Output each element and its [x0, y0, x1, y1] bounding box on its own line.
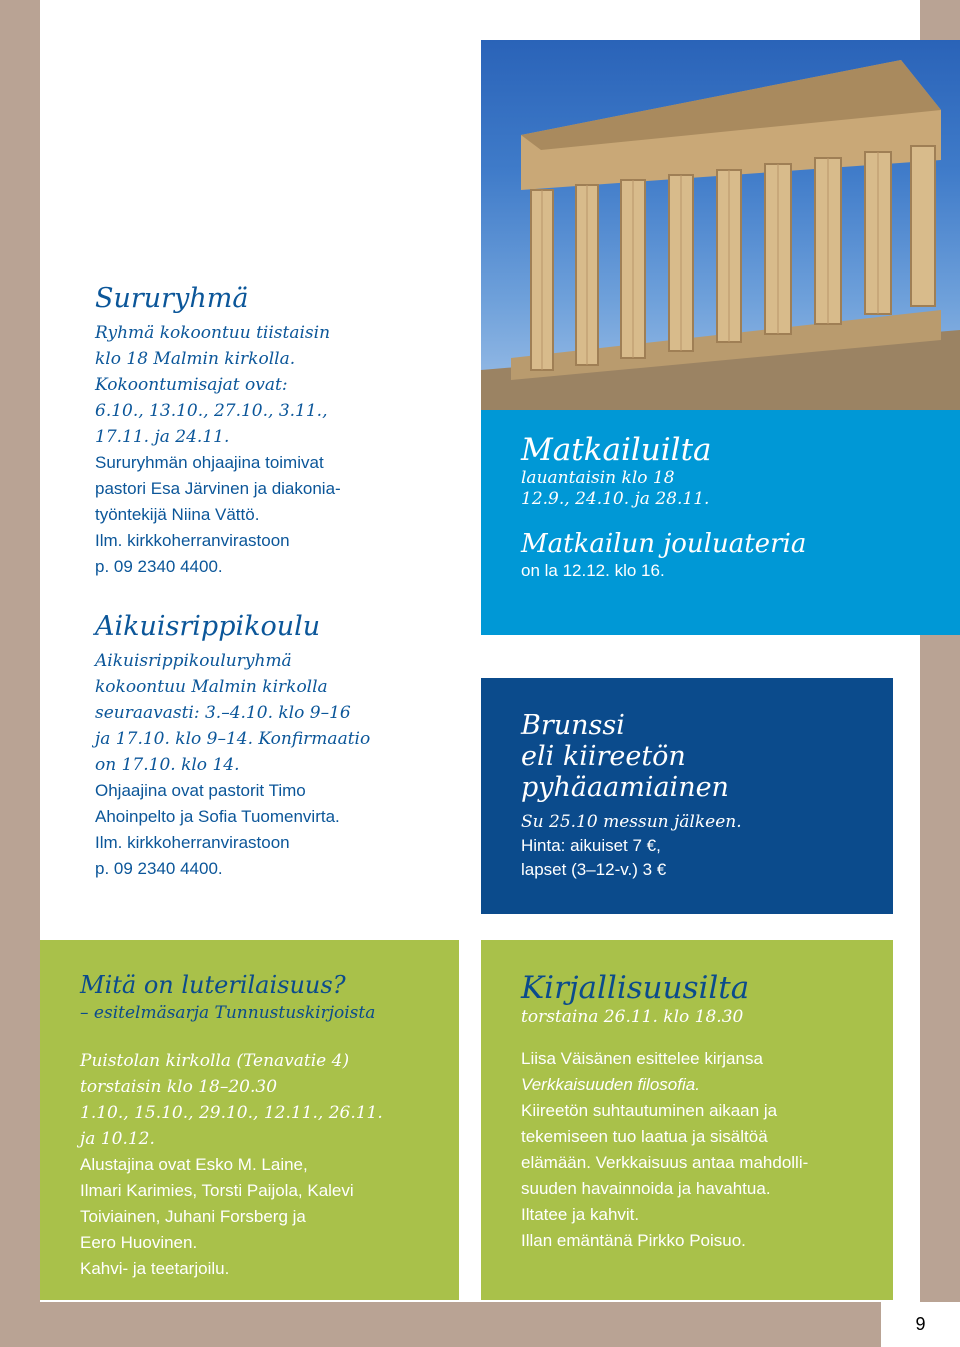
- luterilaisuus-dates: ja 10.12.: [80, 1129, 155, 1149]
- kirjallisuusilta-text: Illan emäntänä Pirkko Poisuo.: [521, 1231, 746, 1250]
- sururyhma-text: Sururyhmän ohjaajina toimivat: [95, 453, 324, 472]
- page-number: 9: [881, 1302, 960, 1347]
- aikuisrippikoulu-text: on 17.10. klo 14.: [95, 755, 240, 775]
- sururyhma-text: 6.10., 13.10., 27.10., 3.11.,: [95, 401, 328, 421]
- brunssi-title: eli kiireetön: [521, 741, 686, 772]
- luterilaisuus-text: Alustajina ovat Esko M. Laine,: [80, 1155, 308, 1174]
- kirjallisuusilta-text: Liisa Väisänen esittelee kirjansa: [521, 1049, 763, 1068]
- sururyhma-text: työntekijä Niina Vättö.: [95, 505, 260, 524]
- sururyhma-text: Ilm. kirkkoherranvirastoon: [95, 531, 290, 550]
- matkailuilta-title: Matkailuilta: [521, 432, 712, 468]
- jouluateria-title: Matkailun jouluateria: [521, 529, 807, 559]
- luterilaisuus-place: Puistolan kirkolla (Tenavatie 4): [80, 1051, 350, 1071]
- kirjallisuusilta-text: Iltatee ja kahvit.: [521, 1205, 640, 1224]
- aikuisrippikoulu-text: seuraavasti: 3.–4.10. klo 9–16: [95, 703, 351, 723]
- parthenon-photo: [481, 40, 960, 410]
- kirjallisuusilta-text: tekemiseen tuo laatua ja sisältöä: [521, 1127, 768, 1146]
- sururyhma-text: 17.11. ja 24.11.: [95, 427, 230, 447]
- luterilaisuus-dates: 1.10., 15.10., 29.10., 12.11., 26.11.: [80, 1103, 383, 1123]
- luterilaisuus-text: Toiviainen, Juhani Forsberg ja: [80, 1207, 306, 1226]
- brunssi-title: pyhäaamiainen: [521, 772, 729, 803]
- sururyhma-text: Kokoontumisajat ovat:: [95, 375, 288, 395]
- kirjallisuusilta-title: Kirjallisuusilta: [521, 970, 750, 1006]
- aikuisrippikoulu-heading: Aikuisrippikoulu: [95, 611, 321, 642]
- luterilaisuus-text: Eero Huovinen.: [80, 1233, 198, 1252]
- sururyhma-phone: p. 09 2340 4400.: [95, 557, 223, 576]
- sururyhma-text: klo 18 Malmin kirkolla.: [95, 349, 296, 369]
- matkailuilta-time: lauantaisin klo 18: [521, 468, 675, 488]
- luterilaisuus-title: Mitä on luterilaisuus?: [80, 971, 346, 999]
- brunssi-title: Brunssi: [521, 710, 625, 741]
- kirjallisuusilta-book-title: Verkkaisuuden filosofia.: [521, 1075, 700, 1094]
- sururyhma-section: [95, 282, 455, 580]
- brunssi-date: Su 25.10 messun jälkeen.: [521, 812, 742, 832]
- left-column: [95, 282, 455, 882]
- sururyhma-text: pastori Esa Järvinen ja diakonia-: [95, 479, 341, 498]
- kirjallisuusilta-text: elämään. Verkkaisuus antaa mahdolli-: [521, 1153, 809, 1172]
- luterilaisuus-time: torstaisin klo 18–20.30: [80, 1077, 278, 1097]
- aikuisrippikoulu-text: ja 17.10. klo 9–14. Konfirmaatio: [95, 729, 371, 749]
- aikuisrippikoulu-section: [95, 610, 455, 882]
- brunssi-price: lapset (3–12-v.) 3 €: [521, 860, 667, 879]
- aikuisrippikoulu-text: Ilm. kirkkoherranvirastoon: [95, 833, 290, 852]
- luterilaisuus-box: [40, 940, 459, 1300]
- aikuisrippikoulu-text: Ahoinpelto ja Sofia Tuomenvirta.: [95, 807, 340, 826]
- kirjallisuusilta-box: [481, 940, 893, 1300]
- aikuisrippikoulu-text: Ohjaajina ovat pastorit Timo: [95, 781, 306, 800]
- luterilaisuus-text: Kahvi- ja teetarjoilu.: [80, 1259, 230, 1278]
- kirjallisuusilta-date: torstaina 26.11. klo 18.30: [521, 1007, 744, 1027]
- sururyhma-heading: Sururyhmä: [95, 283, 249, 314]
- sururyhma-text: Ryhmä kokoontuu tiistaisin: [95, 323, 331, 343]
- kirjallisuusilta-text: suuden havainnoida ja havahtua.: [521, 1179, 771, 1198]
- aikuisrippikoulu-text: Aikuisrippikouluryhmä: [95, 651, 292, 671]
- brunssi-price: Hinta: aikuiset 7 €,: [521, 836, 661, 855]
- temple-illustration: [481, 40, 960, 410]
- luterilaisuus-subtitle: – esitelmäsarja Tunnustuskirjoista: [80, 1003, 376, 1023]
- aikuisrippikoulu-text: kokoontuu Malmin kirkolla: [95, 677, 328, 697]
- jouluateria-date: on la 12.12. klo 16.: [521, 561, 665, 580]
- matkailuilta-box: [481, 410, 960, 635]
- brunssi-box: [481, 678, 893, 914]
- kirjallisuusilta-text: Kiireetön suhtautuminen aikaan ja: [521, 1101, 778, 1120]
- luterilaisuus-text: Ilmari Karimies, Torsti Paijola, Kalevi: [80, 1181, 354, 1200]
- aikuisrippikoulu-phone: p. 09 2340 4400.: [95, 859, 223, 878]
- matkailuilta-dates: 12.9., 24.10. ja 28.11.: [521, 489, 710, 509]
